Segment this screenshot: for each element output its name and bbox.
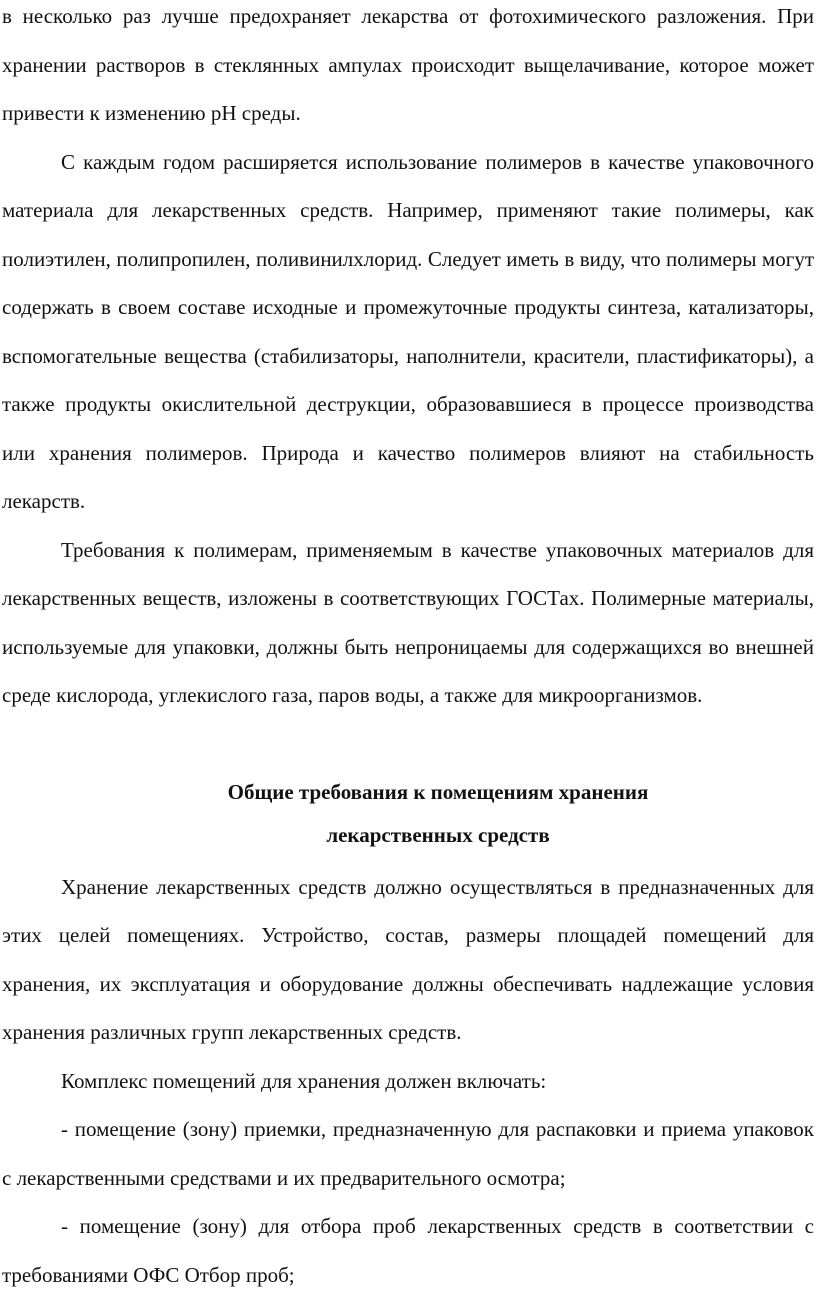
section-heading-line-1: Общие требования к помещениям хранения [227, 779, 649, 804]
list-item-sampling: - помещение (зону) для отбора проб лекарственных средств в соответствии с требованиями ОФС Отбор проб; [2, 1214, 814, 1287]
paragraph-polymers: С каждым годом расширяется использование полимеров в качестве упаковочного материала для лекарственных средств. Например, применяют такие полимеры, как полиэтилен, полипропилен, поливинилхлорид. Следует иметь в виду, что полимеры могут содержать в своем составе исходные и промежуточные продукты синтеза, катализаторы, вспомогательные вещества (стабилизаторы, наполнители, красители, пластификаторы), а также продукты окислительной деструкции, образовавшиеся в процессе производства или хранения полимеров. Природа и качество полимеров влияют на стабильность лекарств. [2, 149, 814, 513]
section-heading [2, 771, 814, 857]
list-item-reception: - помещение (зону) приемки, предназначенную для распаковки и приема упаковок с лекарственными средствами и их предварительного осмотра; [2, 1117, 814, 1190]
paragraph-storage: Хранение лекарственных средств должно осуществляться в предназначенных для этих целей помещениях. Устройство, состав, размеры площадей помещений для хранения, их эксплуатация и оборудование должны обеспечивать надлежащие условия хранения различных групп лекарственных средств. [2, 874, 814, 1044]
paragraph-complex: Комплекс помещений для хранения должен включать: [61, 1068, 547, 1093]
paragraph-continuation: в несколько раз лучше предохраняет лекарства от фотохимического разложения. При хранении растворов в стеклянных ампулах происходит выщелачивание, которое может привести к изменению pH среды. [2, 4, 814, 125]
section-spacer [2, 720, 814, 768]
paragraph-requirements: Требования к полимерам, применяемым в качестве упаковочных материалов для лекарственных веществ, изложены в соответствующих ГОСТах. Полимерные материалы, используемые для упаковки, должны быть непроницаемы для содержащихся во внешней среде кислорода, углекислого газа, паров воды, а также для микроорганизмов. [2, 537, 814, 707]
section-heading-line-2: лекарственных средств [326, 822, 550, 847]
